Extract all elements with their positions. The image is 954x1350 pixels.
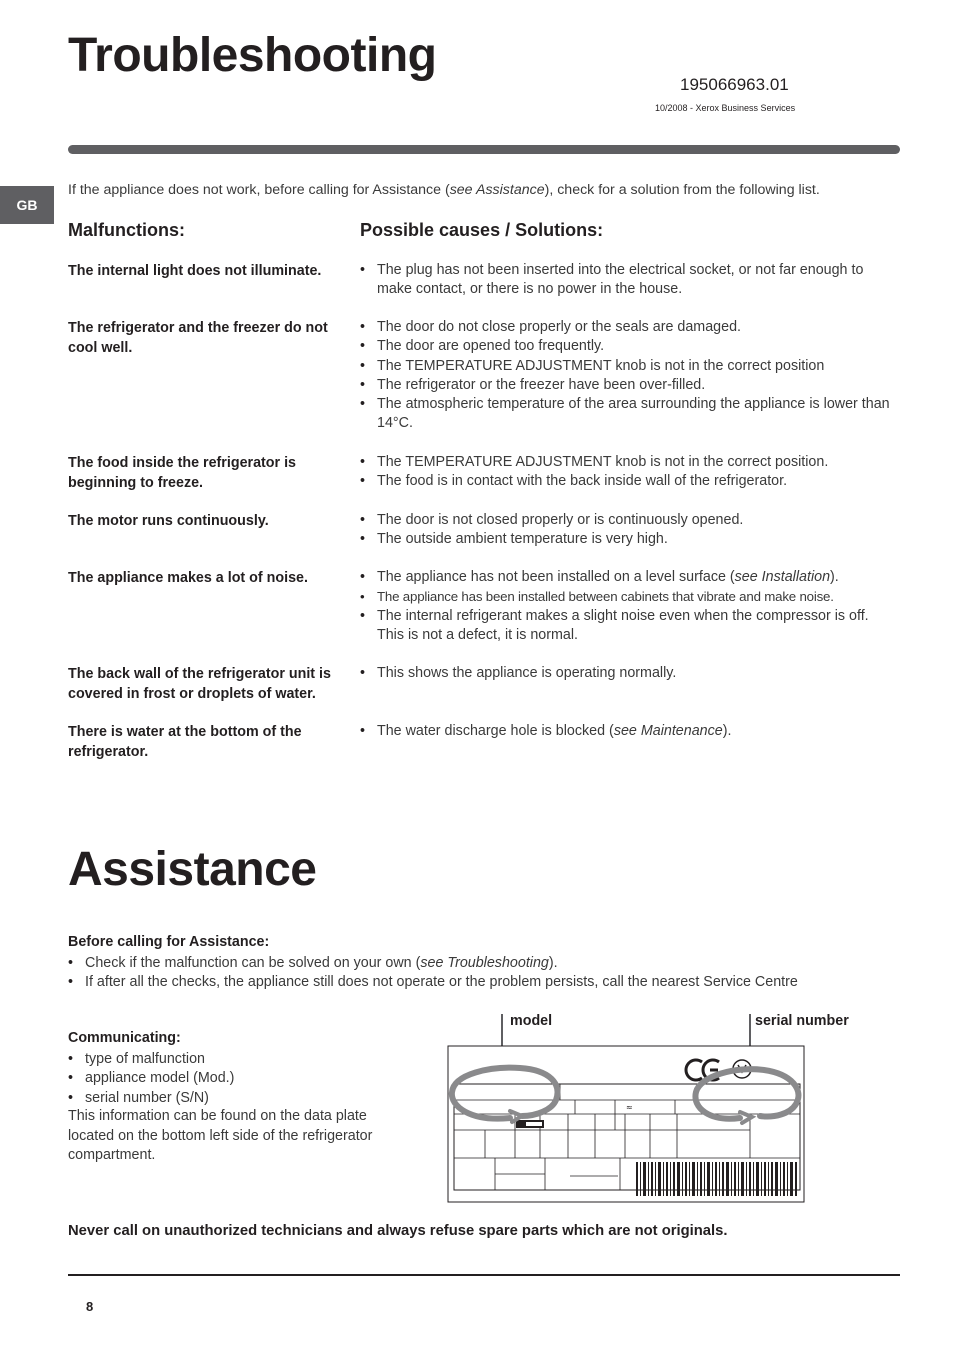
cause-list	[360, 568, 898, 645]
troubleshooting-intro: If the appliance does not work, before calling for Assistance (see Assistance), check for a solution from the following list.	[68, 182, 820, 198]
malfunction-text: The internal light does not illuminate.	[68, 263, 322, 279]
list-item: • Check if the malfunction can be solved on your own (see Troubleshooting).	[68, 954, 798, 973]
list-item: • appliance model (Mod.)	[68, 1069, 234, 1088]
cause-list	[360, 664, 898, 683]
cause-list	[360, 318, 898, 434]
cause-item: • The atmospheric temperature of the area surrounding the appliance is lower than 14°C.	[360, 395, 898, 434]
cause-item: • The outside ambient temperature is very high.	[360, 530, 898, 549]
cause-item: • The plug has not been inserted into the electrical socket, or not far enough to make contact, or there is no power in the house.	[360, 261, 898, 300]
see-assistance-reference: see Assistance	[449, 182, 545, 198]
header-divider	[68, 145, 900, 154]
malfunction-text: The motor runs continuously.	[68, 513, 269, 529]
language-tab: GB	[0, 186, 54, 224]
list-item: • serial number (S/N)	[68, 1089, 234, 1108]
model-callout-label: model	[510, 1013, 553, 1029]
malfunction-text: The food inside the refrigerator is beginning to freeze.	[68, 455, 296, 491]
malfunction-text: The refrigerator and the freezer do not cool well.	[68, 320, 328, 356]
before-calling-list	[68, 954, 798, 993]
list-item: • If after all the checks, the appliance still does not operate or the problem persists, call the nearest Service Centre	[68, 973, 798, 992]
malfunction-text: There is water at the bottom of the refrigerator.	[68, 724, 302, 760]
barcode-graphic	[636, 1162, 797, 1196]
cause-list	[360, 453, 898, 492]
cause-item: • This shows the appliance is operating normally.	[360, 664, 898, 683]
malfunction-text: The appliance makes a lot of noise.	[68, 570, 308, 586]
communicating-heading: Communicating:	[68, 1030, 181, 1046]
see-troubleshooting-reference: see Troubleshooting	[420, 955, 549, 971]
document-meta: 10/2008 - Xerox Business Services	[655, 103, 796, 113]
page-number: 8	[86, 1299, 94, 1314]
cause-list	[360, 261, 898, 300]
cause-item: • The refrigerator or the freezer have been over-filled.	[360, 376, 898, 395]
page-title: Troubleshooting	[68, 29, 437, 82]
plate-small-symbol: ≈	[626, 1103, 633, 1112]
unauthorized-technicians-warning: Never call on unauthorized technicians and always refuse spare parts which are not originals.	[68, 1223, 728, 1239]
before-calling-heading: Before calling for Assistance:	[68, 934, 270, 950]
cause-item: • The TEMPERATURE ADJUSTMENT knob is not in the correct position	[360, 357, 898, 376]
cause-item: • The food is in contact with the back inside wall of the refrigerator.	[360, 472, 898, 491]
footer-divider	[68, 1274, 900, 1276]
cause-item: • The door is not closed properly or is continuously opened.	[360, 511, 898, 530]
data-plate-location-text: This information can be found on the data plate located on the bottom left side of the refrigerator compartment.	[68, 1108, 373, 1163]
cause-item: • The door do not close properly or the seals are damaged.	[360, 318, 898, 337]
serial-number-callout-label: serial number	[755, 1013, 849, 1029]
cause-item: • The internal refrigerant makes a slight noise even when the compressor is off. This is not a defect, it is normal.	[360, 607, 898, 646]
cause-item: • The door are opened too frequently.	[360, 337, 898, 356]
cause-item: • The TEMPERATURE ADJUSTMENT knob is not in the correct position.	[360, 453, 898, 472]
section-title-assistance: Assistance	[68, 843, 317, 896]
cause-item: • The appliance has not been installed on a level surface (see Installation).	[360, 568, 898, 587]
cause-list	[360, 511, 898, 550]
list-item: • type of malfunction	[68, 1050, 234, 1069]
data-plate-diagram	[440, 1010, 810, 1210]
malfunctions-heading: Malfunctions:	[68, 220, 185, 240]
document-code: 195066963.01	[680, 75, 789, 94]
malfunction-text: The back wall of the refrigerator unit is covered in frost or droplets of water.	[68, 666, 331, 702]
see-maintenance-reference: see Maintenance	[613, 723, 723, 739]
cause-list	[360, 722, 898, 741]
solutions-heading: Possible causes / Solutions:	[360, 220, 604, 240]
see-installation-reference: see Installation	[734, 569, 831, 585]
cause-item: • The water discharge hole is blocked (see Maintenance).	[360, 722, 898, 741]
cause-item: • The appliance has been installed between cabinets that vibrate and make noise.	[360, 587, 898, 606]
communicating-list	[68, 1050, 234, 1108]
